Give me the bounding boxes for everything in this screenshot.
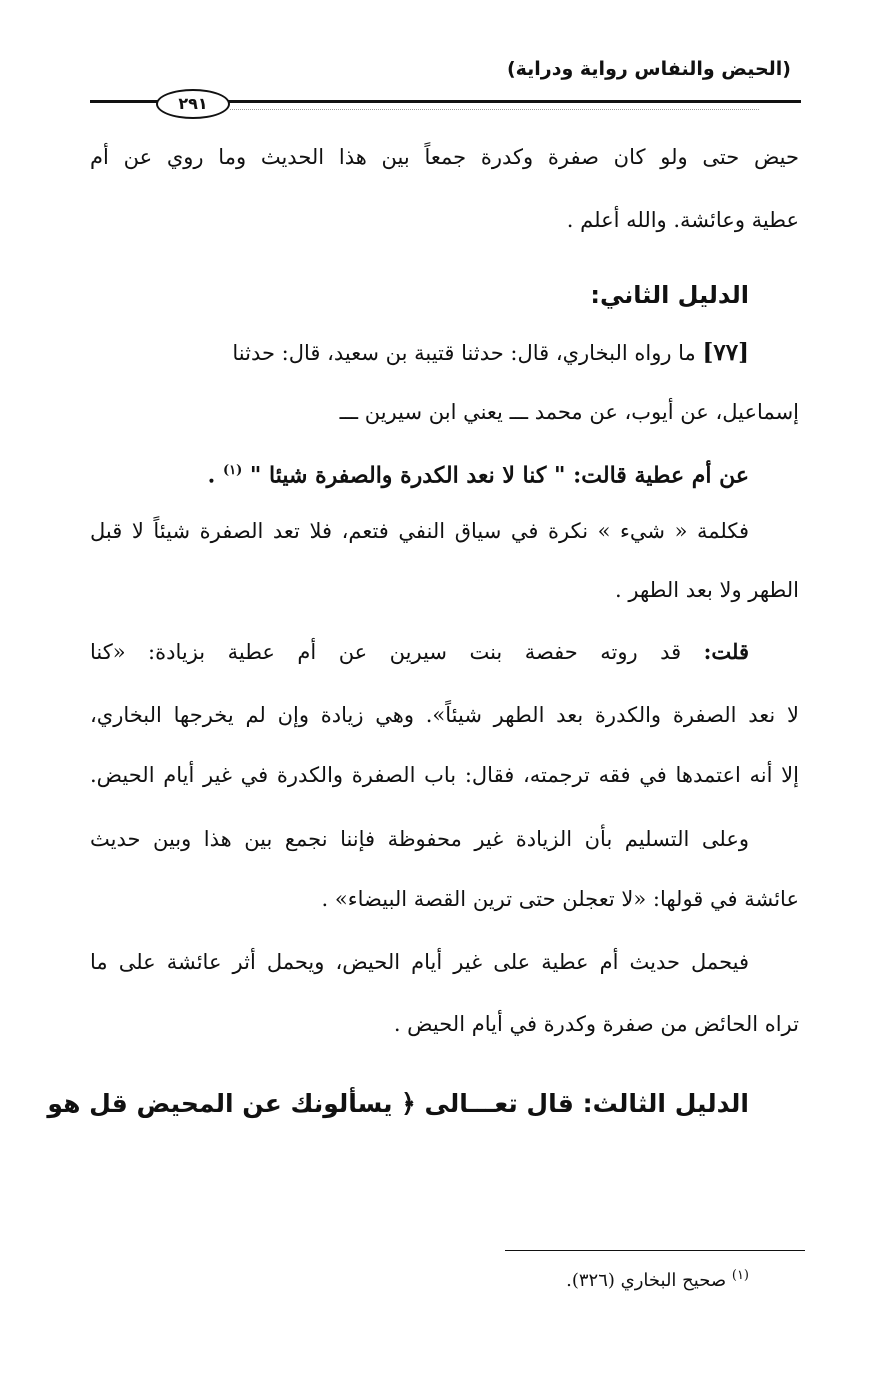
hadith-chain-1: ما رواه البخاري، قال: حدثنا قتيبة بن سعيد، قال: حدثنا	[232, 341, 696, 365]
running-header-title: (الحيض والنفاس رواية ودراية)	[506, 58, 791, 80]
hadith-text-line	[208, 455, 749, 491]
hadith-text: عن أم عطية قالت: " كنا لا نعد الكدرة والصفرة شيئا "	[249, 462, 749, 489]
footnote-reference: (١)	[222, 463, 243, 478]
footnote-text: صحيح البخاري (٣٢٦).	[566, 1270, 727, 1291]
footnote-number: (١)	[731, 1268, 749, 1283]
page-number: ٢٩١	[156, 89, 230, 119]
text-line-9: لا نعد الصفرة والكدرة بعد الطهر شيئاً». وهي زيادة وإن لم يخرجها البخاري،	[90, 703, 799, 727]
text-line-6: فكلمة « شيء » نكرة في سياق النفي فتعم، فلا تعد الصفرة شيئاً لا قبل	[90, 519, 749, 543]
text-line-12: عائشة في قولها: «لا تعجلن حتى ترين القصة البيضاء» .	[321, 887, 799, 911]
header-rule-dotted	[230, 109, 759, 111]
footnote-rule	[505, 1250, 805, 1251]
qult-line	[90, 636, 749, 668]
text-line-13: فيحمل حديث أم عطية على غير أيام الحيض، ويحمل أثر عائشة على ما	[90, 950, 749, 974]
text-line-7: الطهر ولا بعد الطهر .	[615, 578, 799, 602]
section-heading-second-evidence: الدليل الثاني:	[590, 281, 749, 309]
qult-label: قلت:	[703, 639, 749, 664]
text-line-10: إلا أنه اعتمدها في فقه ترجمته، فقال: باب الصفرة والكدرة في غير أيام الحيض.	[90, 763, 799, 787]
qult-text: قد روته حفصة بنت سيرين عن أم عطية بزيادة: «كنا	[90, 640, 682, 664]
footnote	[566, 1268, 749, 1291]
hadith-number: [٧٧]	[702, 339, 749, 366]
text-line-11: وعلى التسليم بأن الزيادة غير محفوظة فإننا نجمع بين هذا وبين حديث	[90, 827, 749, 851]
hadith-chain-2: إسماعيل، عن أيوب، عن محمد ـــ يعني ابن سيرين ـــ	[339, 400, 799, 424]
text-line-14: تراه الحائض من صفرة وكدرة في أيام الحيض .	[393, 1012, 799, 1036]
text-line-1: حيض حتى ولو كان صفرة وكدرة جمعاً بين هذا الحديث وما روي عن أم	[90, 145, 799, 169]
text-line-2: عطية وعائشة. والله أعلم .	[566, 208, 799, 232]
hadith-line-1	[232, 337, 749, 369]
section-heading-third-evidence: الدليل الثالث: قال تعـــالى ﴿ يسألونك عن المحيض قل هو	[47, 1089, 749, 1118]
hadith-text-end: .	[207, 462, 223, 489]
